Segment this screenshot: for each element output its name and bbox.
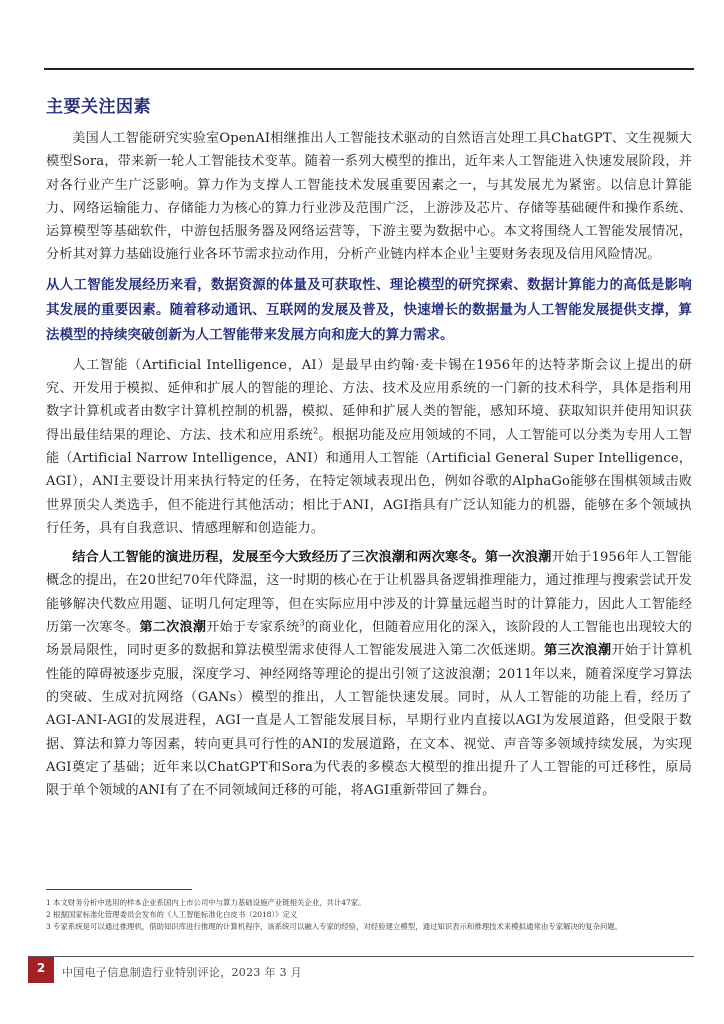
footnotes — [46, 897, 694, 933]
footnote-2: 2 根据国家标准化管理委员会发布的《人工智能标准化白皮书（2018）》定义 — [46, 910, 298, 919]
footer-text: 中国电子信息制造行业特别评论，2023 年 3 月 — [62, 966, 302, 979]
bold-lead: 结合人工智能的演进历程，发展至今大致经历了三次浪潮和两次寒冬。第一次浪潮 — [72, 550, 552, 566]
footer-rule — [28, 956, 694, 957]
paragraph-ai-definition — [46, 354, 692, 540]
paragraph-ai-history — [46, 546, 692, 802]
header-rule — [44, 68, 694, 70]
paragraph-text: 开始于计算机性能的障碍被逐步克服，深度学习、神经网络等理论的提出引领了这波浪潮；2011年以来，随着深度学习算法的突破、生成对抗网络（GANs）模型的推出，人工智能快速发展。同时，从人工智能的功能上看，经历了AGI-ANI-AGI的发展进程，AGI一直是人工智能发展目标，早期行业内直接以AGI为发展道路，但受限于数据、算法和算力等因素，转向更具可行性的ANI的发展道路，在文本、视觉、声音等多领域持续发展，为实现AGI奠定了基础；近年来以ChatGPT和Sora为代表的多模态大模型的推出提升了人工智能的可迁移性，原局限于单个领域的ANI有了在不同领域间迁移的可能，将AGI重新带回了舞台。 — [46, 643, 692, 799]
footnote-rule — [46, 889, 192, 890]
paragraph-text: 的商业化，但随着应用化的深入，该阶段的人工智能也出现较大的场景局限性，同时更多的数据和算法模型需求使得人工智能发展进入第二次低迷期。 — [46, 620, 692, 659]
paragraph-text: 。根据功能及应用领域的不同，人工智能可以分类为专用人工智能（Artificial Narrow Intelligence，ANI）和通用人工智能（Artificial General Super Intelligence，AGI），ANI主要设计用来执行特定的任务，在特定领域表现出色，例如谷歌的AlphaGo能够在围棋领域击败世界顶尖人类选手，但不能进行其他活动；相比于ANI，AGI指具有广泛认知能力的机器，能够在多个领域执行任务，具有自我意识、情感理解和创造能力。 — [46, 427, 693, 536]
bold-term: 第三次浪潮 — [544, 643, 612, 659]
footnote-ref[interactable]: 3 — [299, 618, 305, 628]
footnote-ref[interactable]: 1 — [469, 246, 476, 256]
section-title: 主要关注因素 — [46, 97, 151, 117]
footnote-3: 3 专家系统是可以通过推理机，借助知识库进行推理的计算机程序，该系统可以融入专家的经验，对经验建立模型，通过知识表示和推理技术来模拟通常由专家解决的复杂问题。 — [46, 922, 623, 931]
paragraph-text: 美国人工智能研究实验室OpenAI相继推出人工智能技术驱动的自然语言处理工具ChatGPT、文生视频大模型Sora，带来新一轮人工智能技术变革。随着一系列大模型的推出，近年来人工智能进入快速发展阶段，并对各行业产生广泛影响。算力作为支撑人工智能技术发展重要因素之一，与其发展尤为紧密。以信息计算能力、网络运输能力、存储能力为核心的算力行业涉及范围广泛，上游涉及芯片、存储等基础硬件和操作系统、运算模型等基础软件，中游包括服务器及网络运营等，下游主要为数据中心。本文将围绕人工智能发展情况，分析其对算力基础设施行业各环节需求拉动作用，分析产业链内样本企业 — [46, 131, 692, 263]
main-content — [46, 92, 692, 808]
paragraph-intro — [46, 127, 692, 267]
footnote-ref[interactable]: 2 — [312, 426, 319, 436]
footnote-1: 1 本文财务分析中选用的样本企业系国内上市公司中与算力基础设施产业链相关企业，共计47家。 — [46, 898, 366, 907]
key-finding: 从人工智能发展经历来看，数据资源的体量及可获取性、理论模型的研究探索、数据计算能力的高低是影响其发展的重要因素。随着移动通讯、互联网的发展及普及，快速增长的数据量为人工智能发展提供支撑，算法模型的持续突破创新为人工智能带来发展方向和庞大的算力需求。 — [46, 277, 692, 343]
paragraph-text: 开始于专家系统 — [206, 620, 300, 636]
paragraph-text: 主要财务表现及信用风险情况。 — [475, 247, 661, 263]
page-number: 2 — [28, 957, 54, 983]
paragraph-text: 人工智能（Artificial Intelligence，AI）是最早由约翰·麦卡锡在1956年的达特茅斯会议上提出的研究、开发用于模拟、延伸和扩展人的智能的理论、方法、技术及应用系统的一门新的技术科学，具体是指利用数字计算机或者由数字计算机控制的机器，模拟、延伸和扩展人类的智能，感知环境、获取知识并使用知识获得出最佳结果的理论、方法、技术和应用系统 — [46, 357, 692, 443]
paragraph-text: 开始于1956年人工智能概念的提出，在20世纪70年代降温，这一时期的核心在于让机器具备逻辑推理能力，通过推理与搜索尝试开发能够解决代数应用题、证明几何定理等，但在实际应用中涉及的计算量远超当时的计算能力，因此人工智能经历第一次寒冬。 — [46, 550, 692, 636]
bold-term: 第二次浪潮 — [139, 620, 207, 636]
